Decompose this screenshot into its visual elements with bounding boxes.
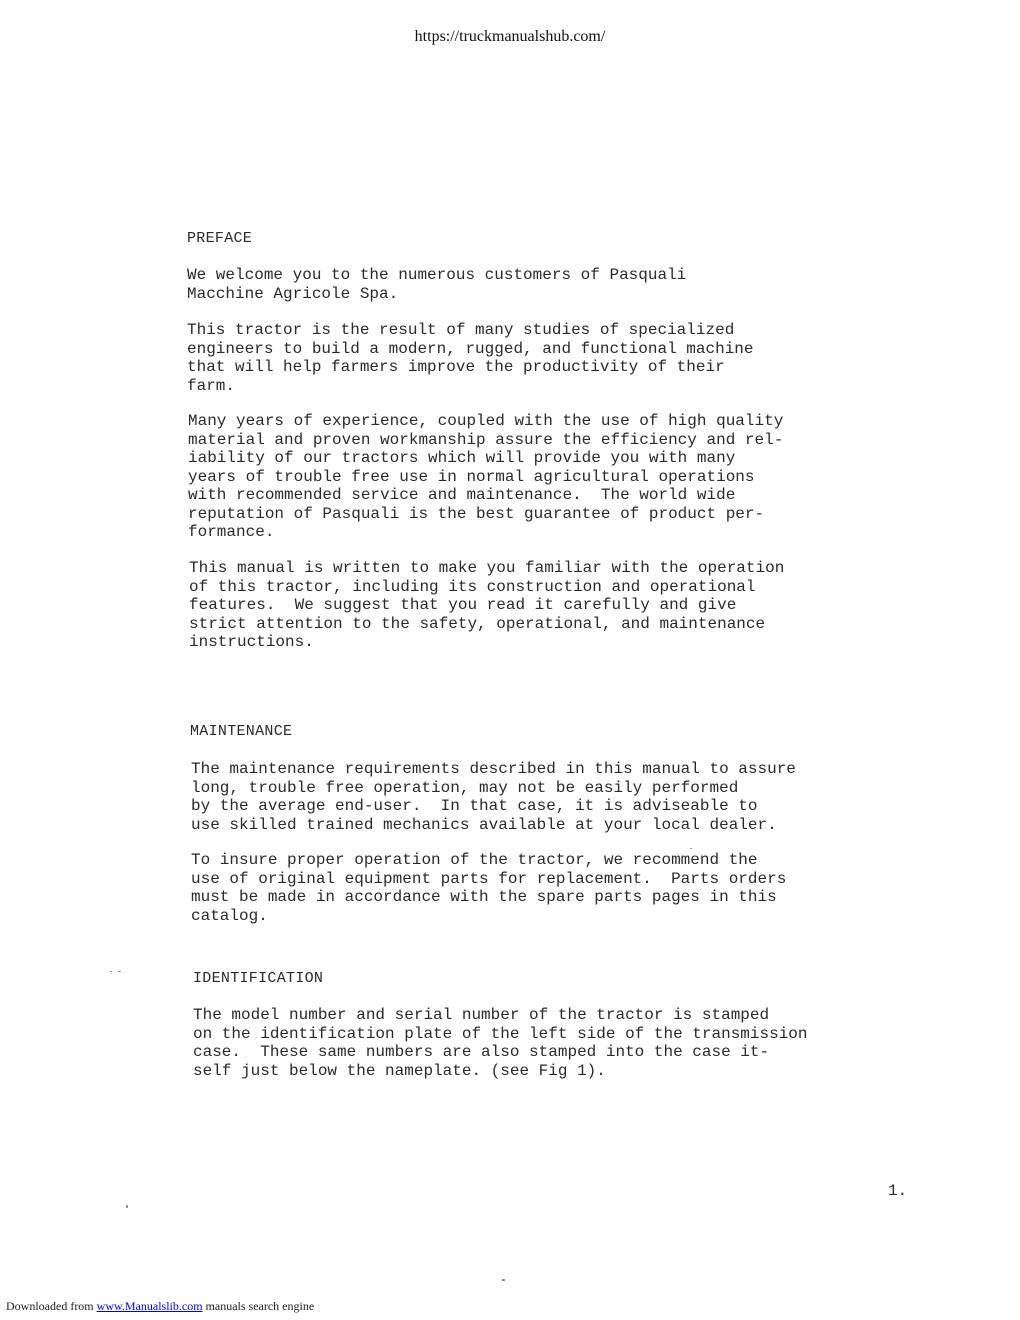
identification-paragraph-1: The model number and serial number of the tractor is stamped on the identification plate of the left side of the transmission case. These same numbers are also stamped into the case it- self just below the nameplate. (see Fig 1).: [193, 1006, 808, 1080]
preface-paragraph-1: We welcome you to the numerous customers of Pasquali Macchine Agricole Spa.: [187, 266, 687, 303]
footer: [6, 1299, 314, 1314]
footer-suffix: manuals search engine: [202, 1299, 315, 1313]
maintenance-heading: MAINTENANCE: [190, 723, 293, 740]
maintenance-paragraph-1: The maintenance requirements described in this manual to assure long, trouble free operation, may not be easily performed by the average end-user. In that case, it is adviseable to use skilled trained mechanics available at your local dealer.: [191, 760, 796, 834]
scan-speck: [690, 848, 692, 849]
scan-speck: [110, 971, 112, 972]
scan-speck: [126, 1205, 128, 1208]
identification-heading: IDENTIFICATION: [193, 970, 324, 987]
manualslib-link[interactable]: www.Manualslib.com: [96, 1299, 203, 1313]
preface-paragraph-3: Many years of experience, coupled with the use of high quality material and proven workmanship assure the efficiency and rel- iability of our tractors which will provide you with many years of trouble free use in normal agricultural operations with recommended service and maintenance. The world wide reputation of Pasquali is the best guarantee of product per- formance.: [188, 412, 784, 541]
scan-speck: [118, 971, 121, 972]
preface-paragraph-4: This manual is written to make you familiar with the operation of this tractor, including its construction and operational features. We suggest that you read it carefully and give strict attention to the safety, operational, and maintenance instructions.: [189, 559, 785, 651]
preface-paragraph-2: This tractor is the result of many studies of specialized engineers to build a modern, rugged, and functional machine that will help farmers improve the productivity of their farm.: [187, 321, 754, 395]
footer-prefix: Downloaded from: [6, 1299, 97, 1313]
preface-heading: PREFACE: [187, 230, 253, 247]
page-number: 1.: [888, 1182, 908, 1200]
source-url: https://truckmanualshub.com/: [414, 28, 606, 45]
scan-speck: [502, 1279, 505, 1281]
maintenance-paragraph-2: To insure proper operation of the tractor, we recommend the use of original equipment parts for replacement. Parts orders must be made in accordance with the spare parts pages in this catalog.: [191, 851, 787, 925]
